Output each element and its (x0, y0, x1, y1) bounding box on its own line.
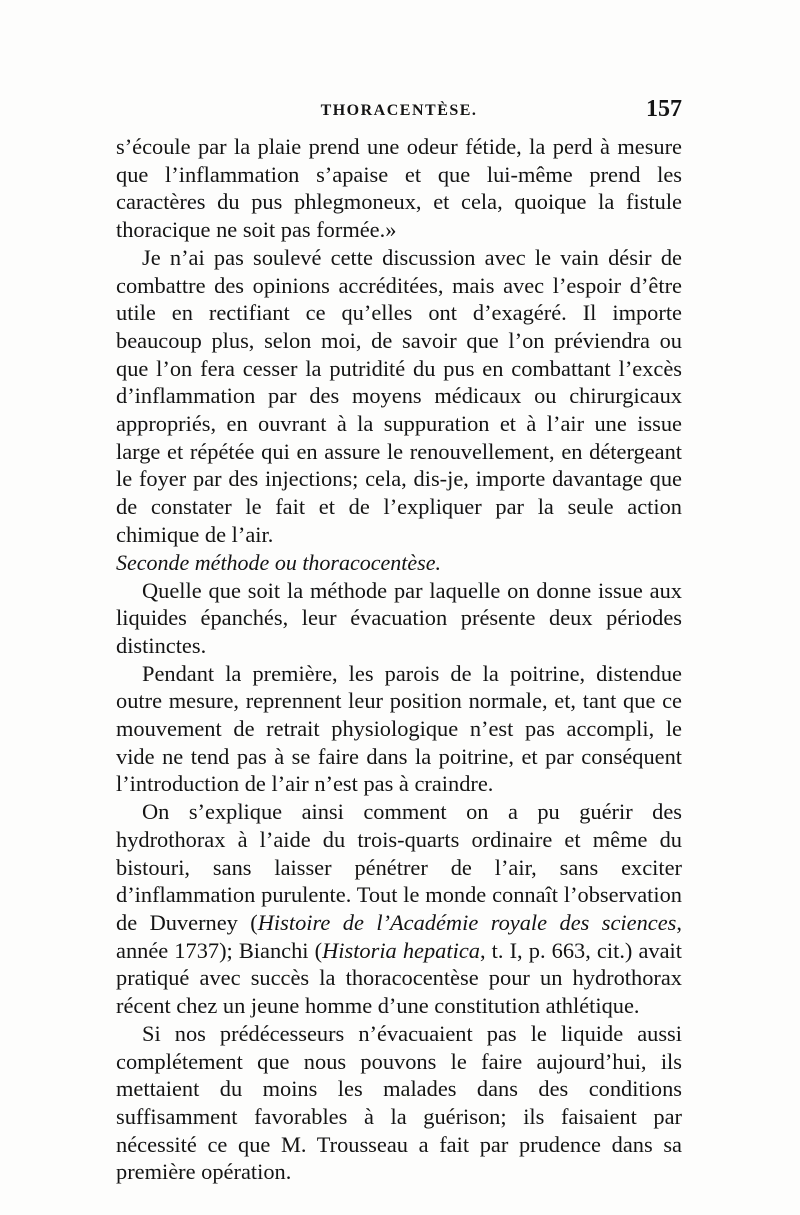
section-title: Seconde méthode ou thoracocentèse. (116, 549, 441, 575)
paragraph-text: , année 1737); Bianchi ( (116, 909, 682, 963)
paragraph-hydrothorax (116, 798, 682, 1020)
paragraph-method: Quelle que soit la méthode par laquelle on donne issue aux liquides épanchés, leur évacuation présente deux périodes distinctes. (116, 577, 682, 658)
paragraph-continuation: s’écoule par la plaie prend une odeur fétide, la perd à mesure que l’inflammation s’apaise et que lui-même prend les caractères du pus phlegmoneux, et cela, quoique la fistule thoracique ne soit pas formée.» (116, 134, 682, 243)
page-number: 157 (646, 96, 682, 122)
citation-title: Histoire de l’Académie royale des sciences (257, 909, 677, 935)
paragraph-predecessors: Si nos prédécesseurs n’évacuaient pas le liquide aussi complétement que nous pouvons le faire aujourd’hui, ils mettaient du moins les malades dans des conditions suffisamment favorables à la guérison; ils faisaient par nécessité ce que M. Trousseau a fait par prudence dans sa première opération. (116, 1020, 682, 1185)
paragraph-discussion: Je n’ai pas soulevé cette discussion avec le vain désir de combattre des opinions accréditées, mais avec l’espoir d’être utile en rectifiant ce qu’elles ont d’exagéré. Il importe beaucoup plus, selon moi, de savoir que l’on préviendra ou que l’on fera cesser la putridité du pus en combattant l’excès d’inflammation par des moyens médicaux ou chirurgicaux appropriés, en ouvrant à la suppuration et à l’air une issue large et répétée qui en assure le renouvellement, en détergeant le foyer par des injections; cela, dis-je, importe davantage que de constater le fait et de l’expliquer par la seule action chimique de l’air. (116, 244, 682, 547)
page-body (116, 133, 682, 1186)
page-header (116, 98, 682, 126)
paragraph-text: , t. I, p. 663, cit.) avait pratiqué avec succès la thoracocentèse pour un hydrothorax récent chez un jeune homme d’une constitution athlétique. (116, 937, 682, 1019)
running-title: THORACENTÈSE. (320, 102, 478, 119)
paragraph-first-period: Pendant la première, les parois de la poitrine, distendue outre mesure, reprennent leur position normale, et, tant que ce mouvement de retrait physiologique n’est pas accompli, le vide ne tend pas à se faire dans la poitrine, et par conséquent l’introduction de l’air n’est pas à craindre. (116, 660, 682, 797)
paragraph-text: On s’explique ainsi comment on a pu guérir des hydrothorax à l’aide du trois-quarts ordinaire et même du bistouri, sans laisser pénétrer de l’air, sans exciter d’inflammation purulente. Tout le monde connaît l’observation de Duverney ( (116, 799, 682, 935)
citation-title: Historia hepatica (322, 937, 480, 963)
